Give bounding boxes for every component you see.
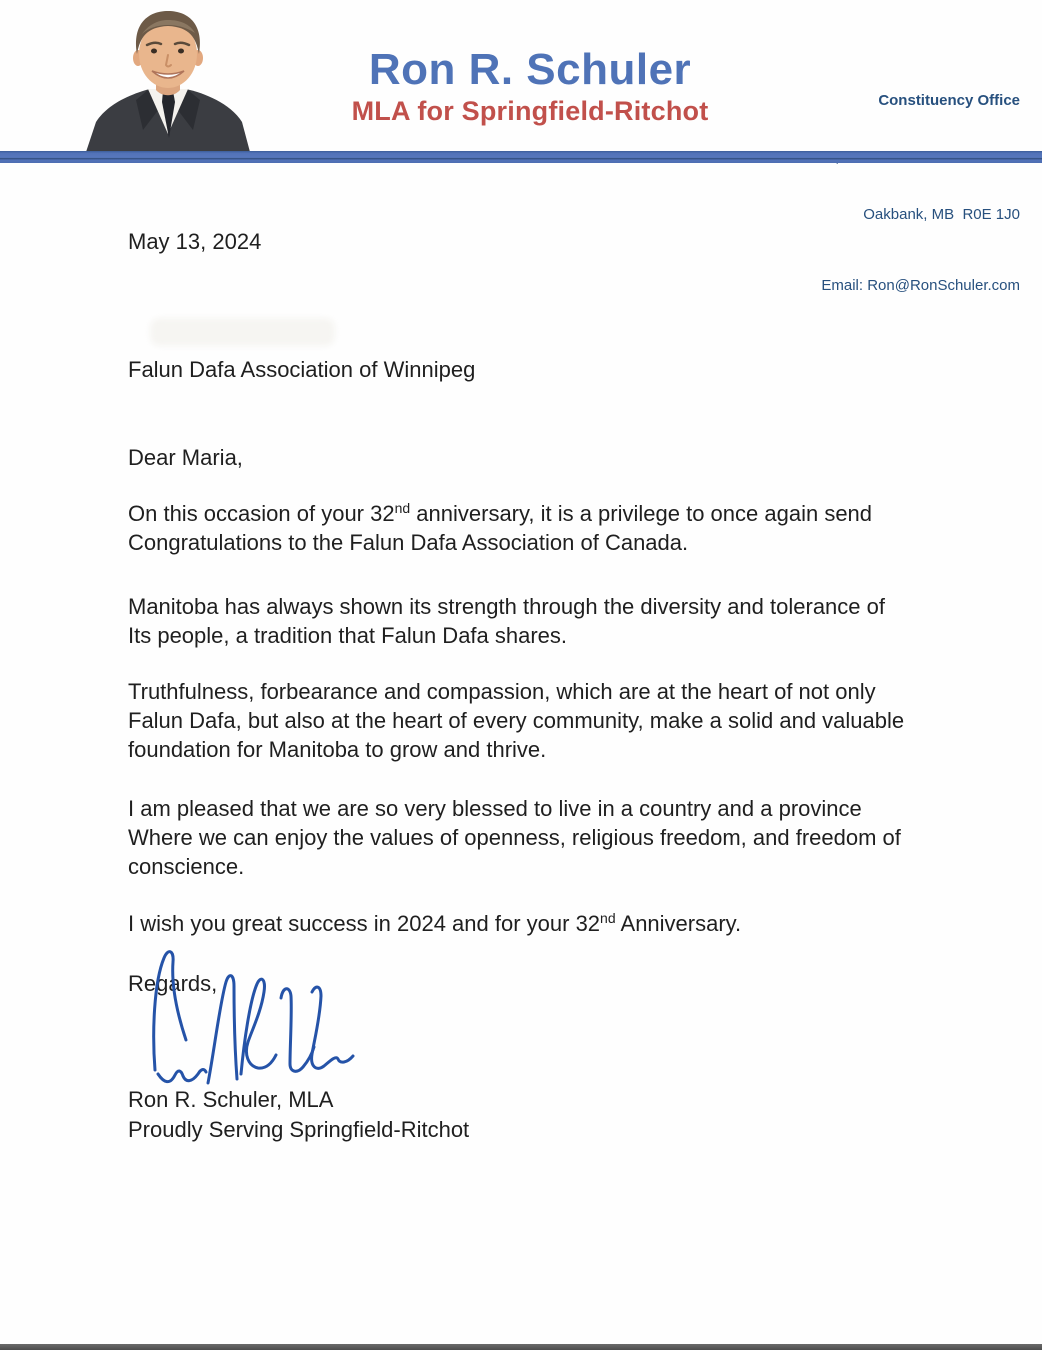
paragraph-5-line-1 [128,910,741,940]
paragraph-1-line-2: Congratulations to the Falun Dafa Association of Canada. [128,530,689,555]
tagline-line: Proudly Serving Springfield-Ritchot [128,1117,470,1142]
p1-superscript-nd: nd [394,500,411,516]
portrait-illustration [80,8,256,152]
p1-text-after-sup: anniversary, it is a privilege to once again send [410,501,873,526]
letterhead-brand [320,46,740,127]
paragraph-3-line-1: Truthfulness, forbearance and compassion, which are at the heart of not only [128,679,876,704]
paragraph-3-line-2: Falun Dafa, but also at the heart of every community, make a solid and valuable [128,708,905,733]
letterhead-divider-bar [0,151,1042,163]
p5-text-before-sup: I wish you great success in 2024 and for your 32 [128,911,601,936]
paragraph-2-line-1: Manitoba has always shown its strength through the diversity and tolerance of [128,594,885,619]
recipient-line: Falun Dafa Association of Winnipeg [128,357,476,382]
redacted-name-smudge [150,318,335,346]
scanner-bottom-edge-artifact [0,1344,1042,1350]
letterhead-name: Ron R. Schuler [368,45,692,94]
paragraph-4-line-1: I am pleased that we are so very blessed to live in a country and a province [128,796,862,821]
signature-scribble-icon [140,942,360,1090]
salutation-line: Dear Maria, [128,445,243,470]
paragraph-4-line-2: Where we can enjoy the values of openness, religious freedom, and freedom of [128,825,901,850]
p1-text-before-sup: On this occasion of your 32 [128,501,395,526]
office-email: Email: Ron@RonSchuler.com [821,277,1020,294]
paragraph-3-line-3: foundation for Manitoba to grow and thrive. [128,737,547,762]
signed-name-line: Ron R. Schuler, MLA [128,1087,334,1112]
constituency-office-block [780,53,1020,333]
portrait-photo [80,8,256,152]
p5-superscript-nd: nd [600,910,616,926]
paragraph-1-line-1 [128,500,872,530]
handwritten-signature [140,942,360,1090]
closing-line: Regards, [128,971,218,996]
office-label: Constituency Office [878,92,1020,109]
paragraph-2-line-2: Its people, a tradition that Falun Dafa shares. [128,623,568,648]
office-address-line2: Oakbank, MB R0E 1J0 [863,206,1020,223]
letter-date: May 13, 2024 [128,229,262,254]
paragraph-4-line-3: conscience. [128,854,245,879]
letterhead-role: MLA for Springfield-Ritchot [351,96,709,126]
p5-text-after-sup: Anniversary. [615,911,742,936]
